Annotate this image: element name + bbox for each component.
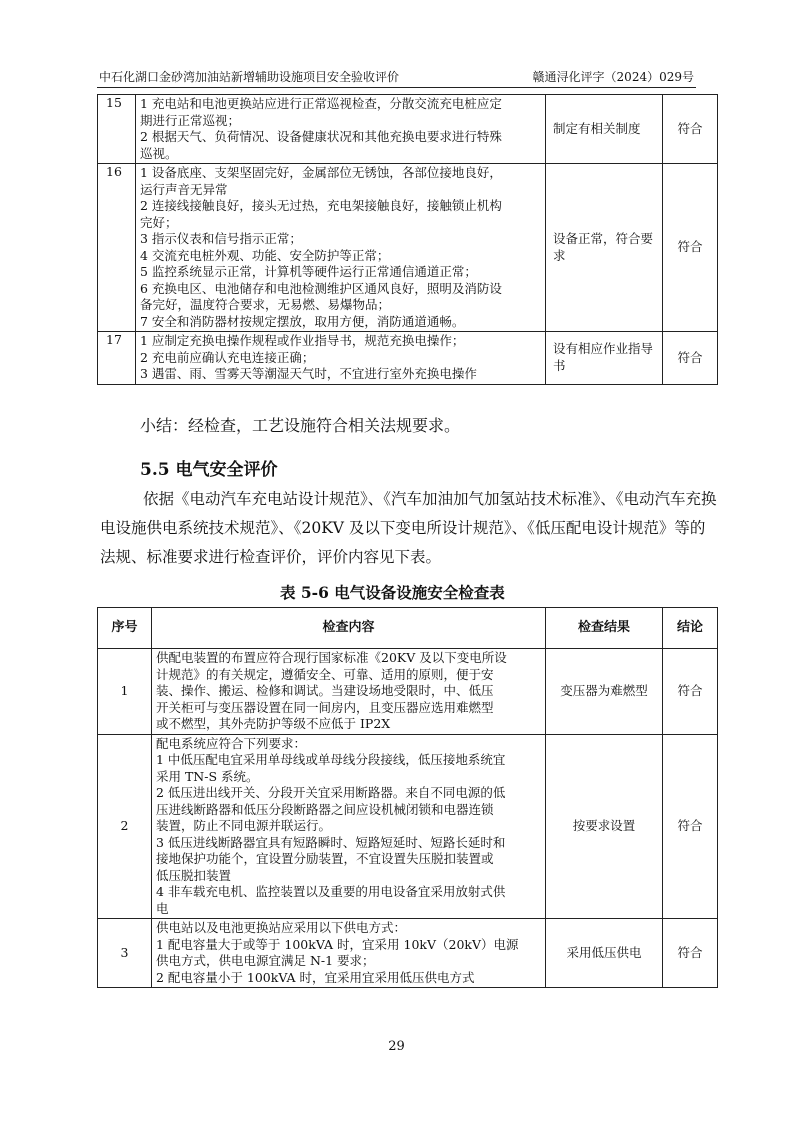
content-line: 3 低压进线断路器宜具有短路瞬时、短路短延时、短路长延时和 xyxy=(156,834,506,850)
header-conclusion: 结论 xyxy=(663,608,718,649)
electrical-safety-table xyxy=(97,607,718,988)
row-content xyxy=(136,95,546,164)
header-content: 检查内容 xyxy=(152,608,546,649)
content-line: 采用 TN-S 系统。 xyxy=(156,768,259,784)
table-caption: 表 5-6 电气设备设施安全检查表 xyxy=(280,583,505,602)
row-number: 15 xyxy=(98,95,136,164)
content-line: 供电方式，供电电源宜满足 N-1 要求； xyxy=(156,953,375,968)
content-line: 低压脱扣装置 xyxy=(156,867,232,883)
content-line: 1 设备底座、支架坚固完好，金属部位无锈蚀，各部位接地良好， xyxy=(140,165,502,180)
row-result: 制定有相关制度 xyxy=(546,95,663,164)
row-result: 采用低压供电 xyxy=(546,919,663,988)
content-line: 装、操作、搬运、检修和调试。当建设场地受限时，中、低压 xyxy=(156,683,494,698)
summary-text: 小结：经检查，工艺设施符合相关法规要求。 xyxy=(140,416,461,435)
content-line: 1 中低压配电宜采用单母线或单母线分段接线，低压接地系统宜 xyxy=(156,752,506,767)
row-result: 设备正常，符合要求 xyxy=(546,164,663,332)
row-result: 变压器为难燃型 xyxy=(546,649,663,735)
row-content xyxy=(152,919,546,988)
section-heading: 5.5 电气安全评价 xyxy=(140,460,278,480)
content-line: 压进线断路器和低压分段断路器之间应设机械闭锁和电器连锁 xyxy=(156,801,494,817)
page-number: 29 xyxy=(388,1039,405,1054)
content-line: 5 监控系统显示正常，计算机等硬件运行正常通信通道正常； xyxy=(140,264,477,279)
page-header-left: 中石化湖口金砂湾加油站新增辅助设施项目安全验收评价 xyxy=(99,70,400,84)
content-line: 4 非车载充电机、监控装置以及重要的用电设备宜采用放射式供 xyxy=(156,884,506,899)
row-conclusion: 符合 xyxy=(663,95,718,164)
content-line: 备完好，温度符合要求，无易燃、易爆物品； xyxy=(140,297,391,312)
content-line: 计规范》的有关规定，遵循安全、可靠、适用的原则，便于安 xyxy=(156,666,494,682)
row-conclusion: 符合 xyxy=(663,332,718,385)
row-result: 按要求设置 xyxy=(546,734,663,919)
content-line: 3 指示仪表和信号指示正常； xyxy=(140,231,302,246)
row-number: 17 xyxy=(98,332,136,385)
content-line: 1 充电站和电池更换站应进行正常巡视检查，分散交流充电桩应定 xyxy=(140,96,502,111)
row-number: 1 xyxy=(98,649,152,735)
row-conclusion: 符合 xyxy=(663,919,718,988)
content-line: 2 根据天气、负荷情况、设备健康状况和其他充换电要求进行特殊 xyxy=(140,129,502,144)
header-result: 检查结果 xyxy=(546,608,663,649)
row-number: 16 xyxy=(98,164,136,332)
table-row xyxy=(98,919,718,988)
content-line: 或不燃型，其外壳防护等级不应低于 IP2X xyxy=(156,716,391,731)
table-header-row xyxy=(98,608,718,649)
content-line: 接地保护功能个，宜设置分励装置，不宜设置失压脱扣装置或 xyxy=(156,851,494,866)
row-content xyxy=(136,332,546,385)
header-no: 序号 xyxy=(98,608,152,649)
content-line: 6 充换电区、电池储存和电池检测维护区通风良好，照明及消防设 xyxy=(140,280,502,296)
content-line: 巡视。 xyxy=(140,145,178,161)
content-line: 完好； xyxy=(140,214,178,230)
row-content xyxy=(152,649,546,735)
row-result: 设有相应作业指导书 xyxy=(546,332,663,385)
content-line: 开关柜可与变压器设置在同一间房内，且变压器应选用难燃型 xyxy=(156,699,494,715)
row-content xyxy=(136,164,546,332)
header-rule xyxy=(97,87,696,88)
content-line: 配电系统应符合下列要求： xyxy=(156,735,307,751)
row-number: 3 xyxy=(98,919,152,988)
table-row xyxy=(98,332,718,385)
content-line: 1 应制定充换电操作规程或作业指导书，规范充换电操作； xyxy=(140,333,465,348)
row-conclusion: 符合 xyxy=(663,164,718,332)
row-number: 2 xyxy=(98,734,152,919)
content-line: 4 交流充电桩外观、功能、安全防护等正常； xyxy=(140,247,390,263)
content-line: 期进行正常巡视； xyxy=(140,112,241,128)
content-line: 2 配电容量小于 100kVA 时，宜采用宜采用低压供电方式 xyxy=(156,969,475,985)
content-line: 1 配电容量大于或等于 100kVA 时，宜采用 10kV（20kV）电源 xyxy=(156,936,519,952)
content-line: 2 低压进出线开关、分段开关宜采用断路器。来自不同电源的低 xyxy=(156,785,506,800)
content-line: 装置，防止不同电源并联运行。 xyxy=(156,818,332,833)
content-line: 2 充电前应确认充电连接正确； xyxy=(140,349,315,365)
table-row xyxy=(98,164,718,332)
content-line: 电 xyxy=(156,900,169,916)
body-paragraph: 依据《电动汽车充电站设计规范》、《汽车加油加气加氢站技术标准》、《电动汽车充换电设施供电系统技术规范》、《20KV 及以下变电所设计规范》、《低压配电设计规范》等的法规、标准要求进行检查评价，评价内容见下表。 xyxy=(100,490,717,566)
content-line: 运行声音无异常 xyxy=(140,181,228,197)
content-line: 2 连接线接触良好，接头无过热，充电架接触良好，接触锁止机构 xyxy=(140,198,502,213)
content-line: 3 遇雷、雨、雪雾天等潮湿天气时，不宜进行室外充换电操作 xyxy=(140,366,477,381)
content-line: 供配电装置的布置应符合现行国家标准《20KV 及以下变电所设 xyxy=(156,650,507,665)
row-conclusion: 符合 xyxy=(663,734,718,919)
content-line: 7 安全和消防器材按规定摆放，取用方便，消防通道通畅。 xyxy=(140,313,465,329)
row-content xyxy=(152,734,546,919)
table-row xyxy=(98,649,718,735)
row-conclusion: 符合 xyxy=(663,649,718,735)
page-header-right: 赣通浔化评字（2024）029号 xyxy=(532,70,694,84)
table-row xyxy=(98,95,718,164)
table-row xyxy=(98,734,718,919)
inspection-table-continued xyxy=(97,94,718,385)
content-line: 供电站以及电池更换站应采用以下供电方式： xyxy=(156,920,407,935)
